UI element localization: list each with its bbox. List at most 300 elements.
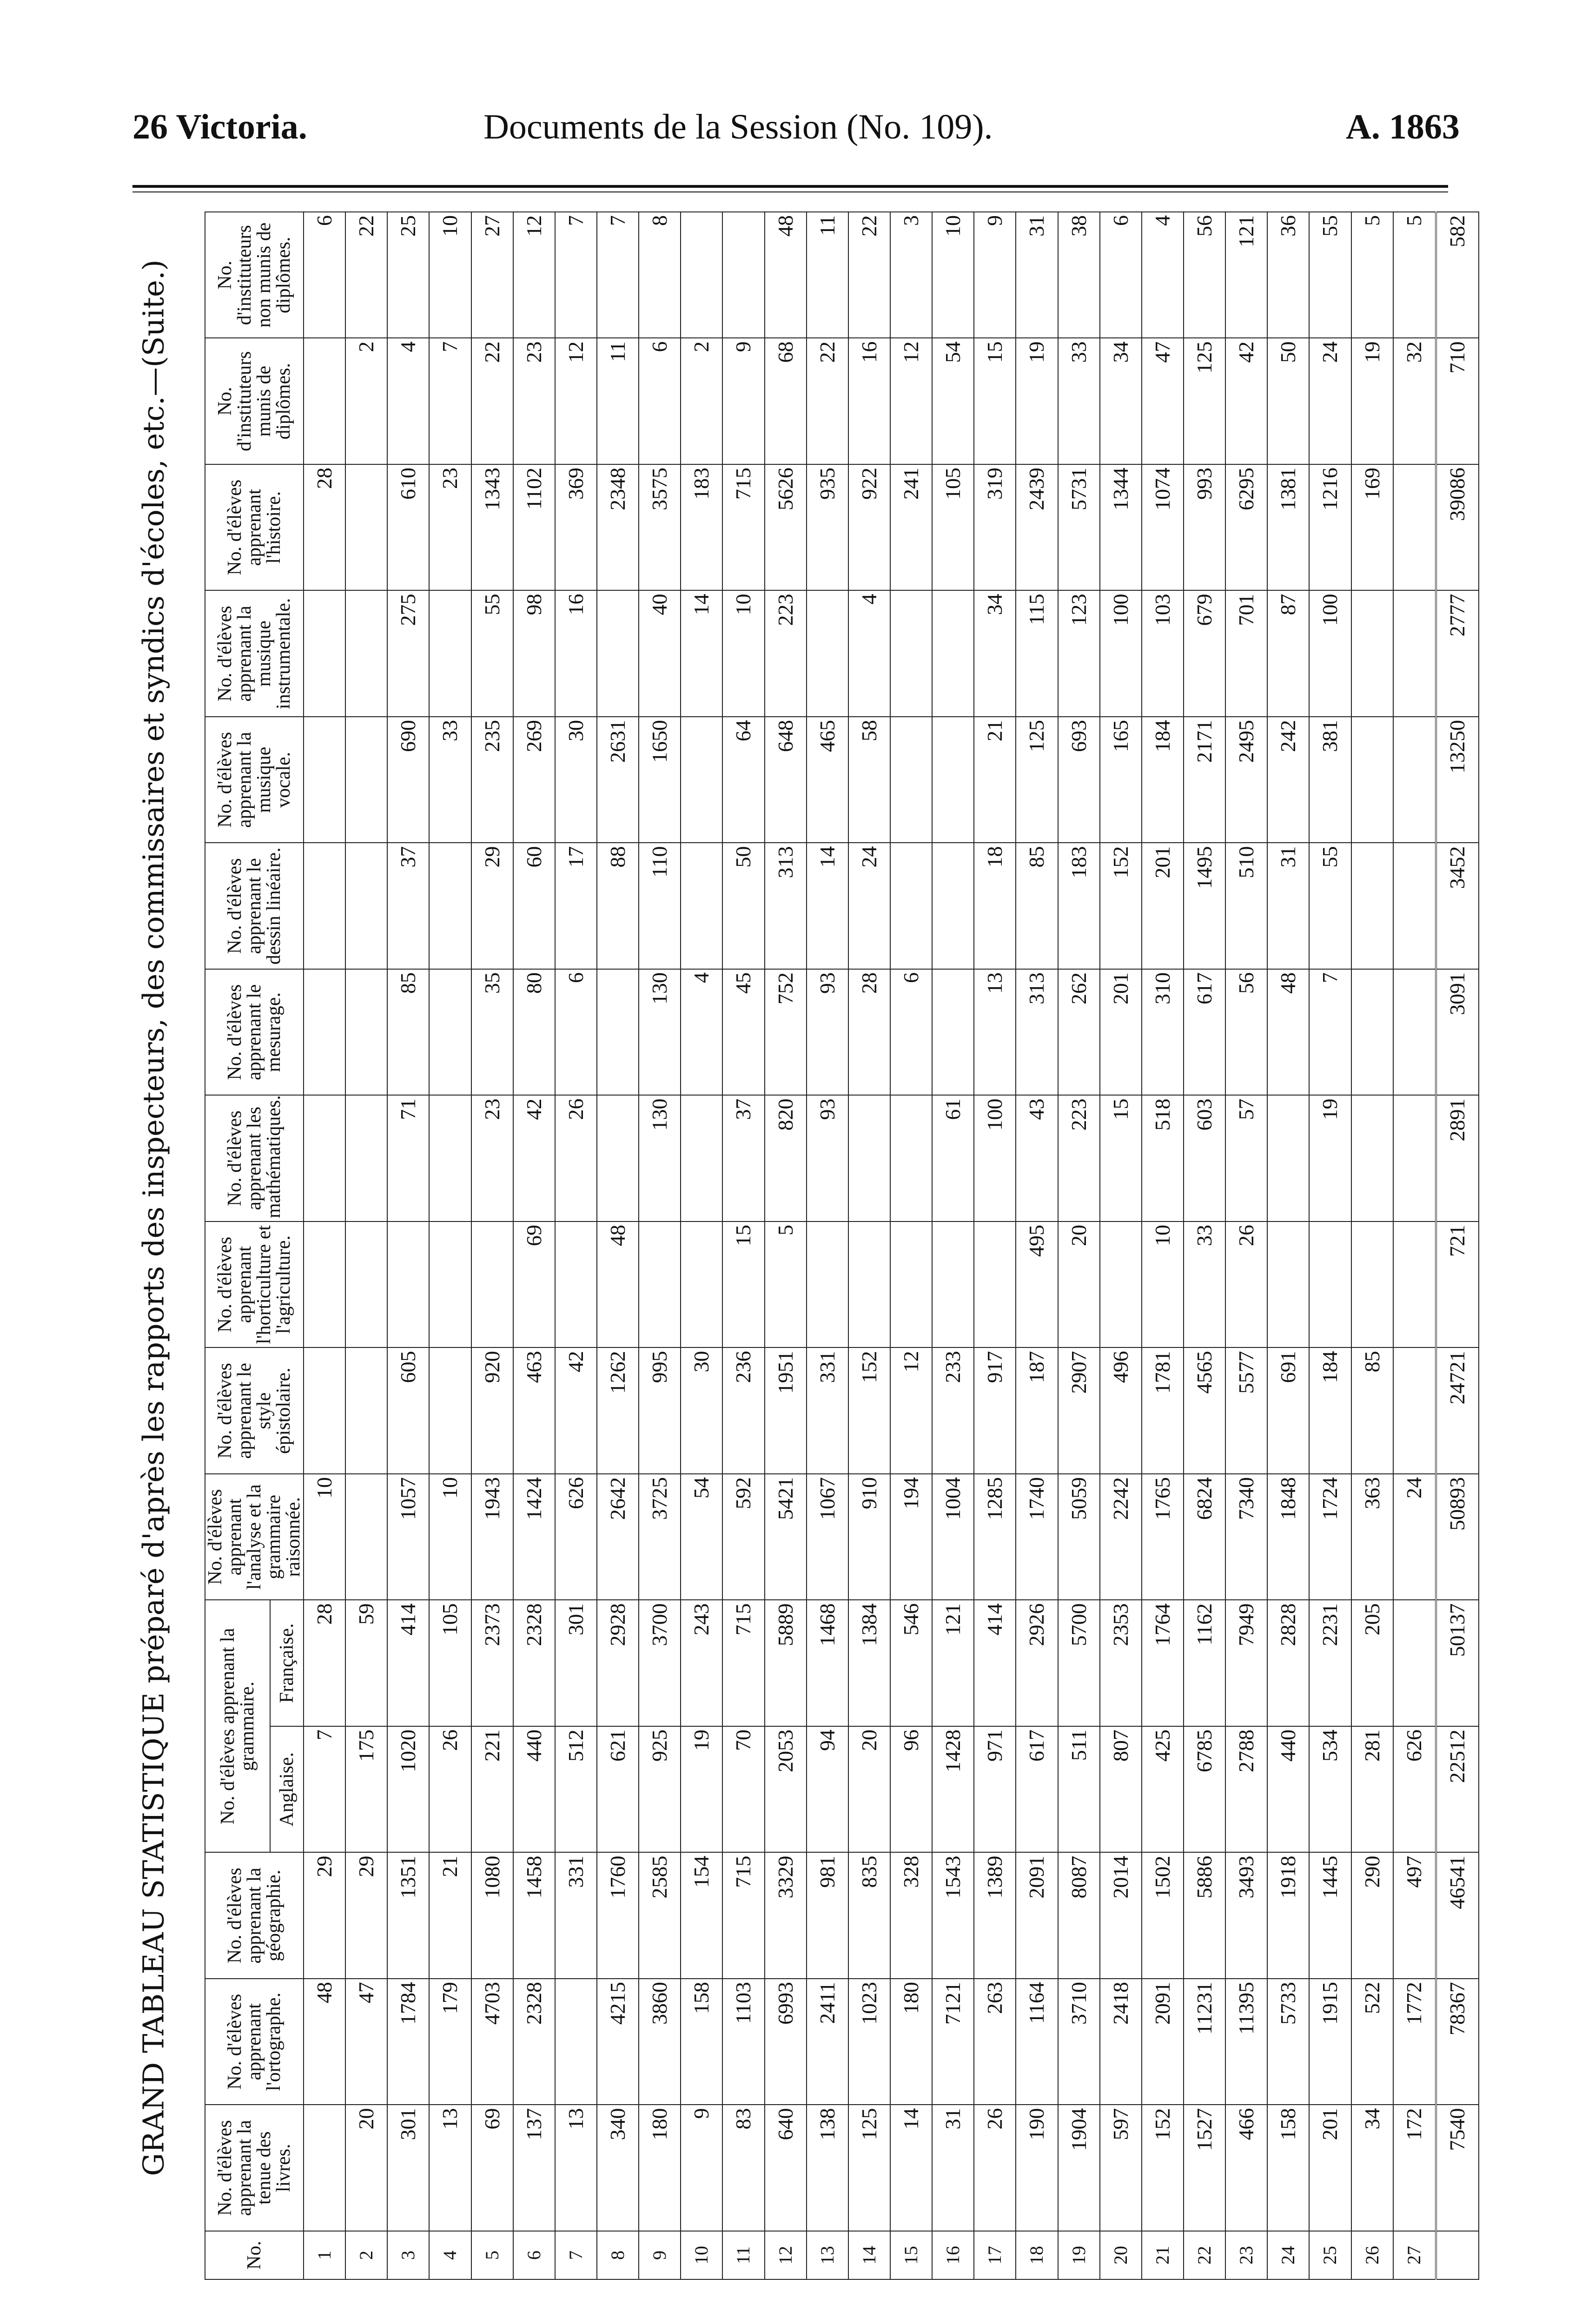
cell-agriculture: 33 [1184,1221,1225,1348]
cell-instrumentale: 34 [974,591,1016,717]
total-non-munis: 582 [1436,212,1479,338]
cell-epistolaire: 184 [1309,1348,1351,1474]
cell-livres: 9 [681,2105,722,2232]
cell-dessin [1351,843,1393,970]
cell-no: 11 [722,2231,764,2279]
cell-mesurage: 7 [1309,969,1351,1096]
cell-mathematiques [1351,1096,1393,1222]
cell-epistolaire: 152 [848,1348,890,1474]
cell-orthographe: 2328 [513,1979,555,2105]
cell-epistolaire: 995 [639,1348,681,1474]
cell-geographie: 835 [848,1853,890,1979]
cell-non-munis: 6 [1100,212,1142,338]
cell-geographie: 3329 [765,1853,807,1979]
cell-non-munis: 38 [1058,212,1100,338]
total-geographie: 46541 [1436,1853,1479,1979]
cell-histoire: 1216 [1309,464,1351,591]
cell-anglaise: 20 [848,1726,890,1853]
cell-agriculture [429,1221,471,1348]
cell-vocale [681,717,722,843]
cell-no: 15 [890,2231,932,2279]
cell-geographie: 1389 [974,1853,1016,1979]
cell-histoire: 169 [1351,464,1393,591]
cell-mathematiques [890,1096,932,1222]
cell-orthographe: 522 [1351,1979,1393,2105]
cell-anglaise: 2788 [1225,1726,1267,1853]
header-rule-thick [132,185,1448,188]
table-row [639,212,681,2279]
cell-mathematiques [304,1096,345,1222]
cell-analyse: 363 [1351,1474,1393,1600]
cell-no: 12 [765,2231,807,2279]
cell-vocale: 693 [1058,717,1100,843]
cell-dessin [681,843,722,970]
cell-vocale: 465 [807,717,848,843]
cell-epistolaire [1393,1348,1436,1474]
col-francaise: Française. [270,1600,304,1727]
cell-vocale [304,717,345,843]
cell-livres: 201 [1309,2105,1351,2232]
table-row [1058,212,1100,2279]
cell-no: 18 [1016,2231,1058,2279]
cell-no: 22 [1184,2231,1225,2279]
cell-instrumentale [1393,591,1436,717]
cell-francaise: 2928 [597,1600,639,1727]
cell-munis: 32 [1393,338,1436,465]
cell-instrumentale: 14 [681,591,722,717]
col-mesurage: No. d'élèves apprenant le mesurage. [205,969,304,1096]
cell-no: 24 [1267,2231,1309,2279]
cell-dessin: 1495 [1184,843,1225,970]
cell-non-munis: 27 [471,212,513,338]
cell-mesurage [1351,969,1393,1096]
cell-dessin: 110 [639,843,681,970]
col-non-munis: No. d'instituteurs non munis de diplômes. [205,212,304,338]
cell-vocale [1351,717,1393,843]
cell-anglaise: 281 [1351,1726,1393,1853]
table-row [1100,212,1142,2279]
cell-livres: 13 [555,2105,597,2232]
cell-epistolaire: 2907 [1058,1348,1100,1474]
cell-epistolaire: 30 [681,1348,722,1474]
cell-geographie: 981 [807,1853,848,1979]
cell-histoire [1393,464,1436,591]
cell-instrumentale: 679 [1184,591,1225,717]
cell-munis: 12 [890,338,932,465]
cell-analyse: 2642 [597,1474,639,1600]
table-row [974,212,1016,2279]
total-mesurage: 3091 [1436,969,1479,1096]
cell-munis: 2 [345,338,387,465]
cell-non-munis: 25 [387,212,429,338]
cell-no: 4 [429,2231,471,2279]
cell-mesurage: 6 [555,969,597,1096]
cell-agriculture: 5 [765,1221,807,1348]
cell-anglaise: 7 [304,1726,345,1853]
cell-analyse: 1740 [1016,1474,1058,1600]
cell-orthographe: 1103 [722,1979,764,2105]
cell-histoire: 922 [848,464,890,591]
cell-livres: 13 [429,2105,471,2232]
total-epistolaire: 24721 [1436,1348,1479,1474]
cell-livres: 466 [1225,2105,1267,2232]
cell-livres: 180 [639,2105,681,2232]
cell-mesurage: 6 [890,969,932,1096]
cell-dessin: 152 [1100,843,1142,970]
cell-histoire: 2348 [597,464,639,591]
cell-orthographe: 47 [345,1979,387,2105]
cell-mathematiques: 42 [513,1096,555,1222]
cell-histoire: 1074 [1142,464,1184,591]
cell-non-munis [681,212,722,338]
cell-instrumentale [1351,591,1393,717]
cell-no: 2 [345,2231,387,2279]
cell-epistolaire [304,1348,345,1474]
cell-non-munis: 31 [1016,212,1058,338]
cell-agriculture [345,1221,387,1348]
cell-instrumentale: 55 [471,591,513,717]
cell-orthographe: 179 [429,1979,471,2105]
total-no [1436,2231,1479,2279]
col-livres: No. d'élèves apprenant la tenue des livres. [205,2105,304,2232]
cell-orthographe: 6993 [765,1979,807,2105]
cell-epistolaire: 12 [890,1348,932,1474]
cell-mathematiques [345,1096,387,1222]
cell-munis: 19 [1351,338,1393,465]
cell-geographie: 2014 [1100,1853,1142,1979]
cell-analyse: 194 [890,1474,932,1600]
cell-francaise [1393,1600,1436,1727]
cell-no: 3 [387,2231,429,2279]
cell-munis: 34 [1100,338,1142,465]
cell-no: 21 [1142,2231,1184,2279]
table-row [1225,212,1267,2279]
cell-non-munis: 12 [513,212,555,338]
cell-geographie: 497 [1393,1853,1436,1979]
cell-anglaise: 807 [1100,1726,1142,1853]
cell-dessin: 183 [1058,843,1100,970]
cell-anglaise: 925 [639,1726,681,1853]
col-instrumentale: No. d'élèves apprenant la musique instrumentale. [205,591,304,717]
cell-anglaise: 534 [1309,1726,1351,1853]
cell-mathematiques: 71 [387,1096,429,1222]
cell-francaise: 59 [345,1600,387,1727]
cell-francaise: 7949 [1225,1600,1267,1727]
cell-dessin [932,843,974,970]
cell-mesurage: 201 [1100,969,1142,1096]
cell-anglaise: 2053 [765,1726,807,1853]
cell-histoire: 5626 [765,464,807,591]
cell-livres: 1527 [1184,2105,1225,2232]
cell-mathematiques [1267,1096,1309,1222]
total-anglaise: 22512 [1436,1726,1479,1853]
cell-no: 6 [513,2231,555,2279]
col-grammaire-group: No. d'élèves apprenant la grammaire. [205,1600,270,1853]
table-header-row [205,212,270,2279]
table-row [1184,212,1225,2279]
table-row [932,212,974,2279]
cell-orthographe: 5733 [1267,1979,1309,2105]
cell-mathematiques: 100 [974,1096,1016,1222]
cell-vocale: 2495 [1225,717,1267,843]
cell-analyse: 1424 [513,1474,555,1600]
cell-vocale: 58 [848,717,890,843]
cell-francaise: 414 [974,1600,1016,1727]
cell-orthographe: 1164 [1016,1979,1058,2105]
cell-mesurage: 85 [387,969,429,1096]
cell-analyse: 1057 [387,1474,429,1600]
cell-dessin: 88 [597,843,639,970]
cell-francaise: 205 [1351,1600,1393,1727]
cell-geographie: 715 [722,1853,764,1979]
table-row [1267,212,1309,2279]
table-row [429,212,471,2279]
total-instrumentale: 2777 [1436,591,1479,717]
cell-dessin: 29 [471,843,513,970]
cell-instrumentale: 40 [639,591,681,717]
cell-mathematiques [1393,1096,1436,1222]
cell-geographie: 1918 [1267,1853,1309,1979]
cell-non-munis: 4 [1142,212,1184,338]
cell-instrumentale: 103 [1142,591,1184,717]
cell-analyse: 54 [681,1474,722,1600]
table-row [304,212,345,2279]
table-row [513,212,555,2279]
col-epistolaire: No. d'élèves apprenant le style épistolaire. [205,1348,304,1474]
cell-francaise: 3700 [639,1600,681,1727]
col-mathematiques: No. d'élèves apprenant les mathématiques. [205,1096,304,1222]
cell-epistolaire: 42 [555,1348,597,1474]
cell-mesurage: 130 [639,969,681,1096]
cell-anglaise: 621 [597,1726,639,1853]
cell-munis: 33 [1058,338,1100,465]
cell-analyse: 5421 [765,1474,807,1600]
cell-vocale: 30 [555,717,597,843]
cell-munis: 24 [1309,338,1351,465]
cell-vocale [932,717,974,843]
cell-non-munis: 56 [1184,212,1225,338]
cell-histoire: 5731 [1058,464,1100,591]
cell-munis: 47 [1142,338,1184,465]
cell-orthographe: 180 [890,1979,932,2105]
cell-agriculture [387,1221,429,1348]
cell-dessin: 31 [1267,843,1309,970]
cell-epistolaire: 236 [722,1348,764,1474]
cell-no: 5 [471,2231,513,2279]
cell-mesurage: 752 [765,969,807,1096]
cell-geographie: 1760 [597,1853,639,1979]
table-row [681,212,722,2279]
cell-geographie: 21 [429,1853,471,1979]
cell-agriculture [974,1221,1016,1348]
cell-geographie: 154 [681,1853,722,1979]
cell-francaise: 2926 [1016,1600,1058,1727]
cell-no: 27 [1393,2231,1436,2279]
header-right: A. 1863 [1346,107,1460,146]
cell-epistolaire: 233 [932,1348,974,1474]
cell-mathematiques [848,1096,890,1222]
cell-analyse: 7340 [1225,1474,1267,1600]
cell-francaise: 2373 [471,1600,513,1727]
cell-non-munis: 5 [1393,212,1436,338]
cell-geographie: 2091 [1016,1853,1058,1979]
cell-orthographe: 1784 [387,1979,429,2105]
cell-mesurage [1393,969,1436,1096]
cell-munis: 7 [429,338,471,465]
total-mathematiques: 2891 [1436,1096,1479,1222]
cell-livres: 26 [974,2105,1016,2232]
cell-orthographe: 4215 [597,1979,639,2105]
cell-no: 16 [932,2231,974,2279]
total-dessin: 3452 [1436,843,1479,970]
cell-instrumentale [429,591,471,717]
cell-dessin: 14 [807,843,848,970]
cell-geographie: 328 [890,1853,932,1979]
cell-agriculture [932,1221,974,1348]
cell-epistolaire [345,1348,387,1474]
cell-analyse: 626 [555,1474,597,1600]
cell-munis: 23 [513,338,555,465]
cell-livres: 152 [1142,2105,1184,2232]
cell-instrumentale: 223 [765,591,807,717]
cell-no: 8 [597,2231,639,2279]
col-analyse: No. d'élèves apprenant l'analyse et la grammaire raisonnée. [205,1474,304,1600]
cell-instrumentale: 100 [1100,591,1142,717]
cell-epistolaire: 85 [1351,1348,1393,1474]
cell-histoire: 6295 [1225,464,1267,591]
cell-vocale: 21 [974,717,1016,843]
cell-no: 26 [1351,2231,1393,2279]
cell-epistolaire: 1781 [1142,1348,1184,1474]
cell-vocale: 33 [429,717,471,843]
cell-no: 20 [1100,2231,1142,2279]
cell-epistolaire: 187 [1016,1348,1058,1474]
cell-mesurage: 48 [1267,969,1309,1096]
cell-dessin: 60 [513,843,555,970]
cell-histoire: 183 [681,464,722,591]
cell-analyse: 1285 [974,1474,1016,1600]
cell-agriculture: 69 [513,1221,555,1348]
total-francaise: 50137 [1436,1600,1479,1727]
col-anglaise: Anglaise. [270,1726,304,1853]
cell-mesurage [345,969,387,1096]
cell-anglaise: 626 [1393,1726,1436,1853]
cell-francaise: 5889 [765,1600,807,1727]
cell-livres: 31 [932,2105,974,2232]
cell-agriculture [1267,1221,1309,1348]
cell-dessin [1393,843,1436,970]
cell-analyse: 10 [304,1474,345,1600]
cell-mesurage: 35 [471,969,513,1096]
cell-agriculture: 15 [722,1221,764,1348]
cell-vocale: 1650 [639,717,681,843]
cell-histoire: 241 [890,464,932,591]
cell-mesurage: 310 [1142,969,1184,1096]
cell-instrumentale: 10 [722,591,764,717]
cell-francaise: 715 [722,1600,764,1727]
cell-instrumentale: 100 [1309,591,1351,717]
cell-vocale [1393,717,1436,843]
cell-munis: 125 [1184,338,1225,465]
cell-geographie: 2585 [639,1853,681,1979]
cell-dessin [429,843,471,970]
cell-epistolaire: 496 [1100,1348,1142,1474]
cell-orthographe: 1915 [1309,1979,1351,2105]
cell-geographie: 290 [1351,1853,1393,1979]
cell-anglaise: 221 [471,1726,513,1853]
cell-munis: 19 [1016,338,1058,465]
total-analyse: 50893 [1436,1474,1479,1600]
cell-epistolaire: 1262 [597,1348,639,1474]
cell-non-munis: 5 [1351,212,1393,338]
cell-munis: 50 [1267,338,1309,465]
col-geographie: No. d'élèves apprenant la géographie. [205,1853,304,1979]
cell-dessin: 85 [1016,843,1058,970]
cell-vocale: 235 [471,717,513,843]
table-row [471,212,513,2279]
cell-dessin: 37 [387,843,429,970]
cell-francaise: 2828 [1267,1600,1309,1727]
cell-dessin [345,843,387,970]
cell-mathematiques: 37 [722,1096,764,1222]
cell-vocale [890,717,932,843]
cell-orthographe [555,1979,597,2105]
cell-munis: 9 [722,338,764,465]
cell-anglaise: 175 [345,1726,387,1853]
total-orthographe: 78367 [1436,1979,1479,2105]
cell-francaise: 5700 [1058,1600,1100,1727]
cell-analyse: 3725 [639,1474,681,1600]
cell-instrumentale: 4 [848,591,890,717]
cell-livres: 597 [1100,2105,1142,2232]
cell-francaise: 2231 [1309,1600,1351,1727]
cell-orthographe: 3860 [639,1979,681,2105]
cell-histoire: 1343 [471,464,513,591]
totals-row [1436,212,1479,2279]
cell-non-munis: 22 [848,212,890,338]
cell-agriculture: 495 [1016,1221,1058,1348]
cell-agriculture [639,1221,681,1348]
cell-livres: 125 [848,2105,890,2232]
cell-agriculture: 26 [1225,1221,1267,1348]
cell-analyse [345,1474,387,1600]
cell-geographie: 1351 [387,1853,429,1979]
cell-munis: 22 [471,338,513,465]
col-vocale: No. d'élèves apprenant la musique vocale. [205,717,304,843]
cell-livres: 158 [1267,2105,1309,2232]
cell-geographie: 331 [555,1853,597,1979]
cell-orthographe: 158 [681,1979,722,2105]
cell-histoire: 319 [974,464,1016,591]
cell-no: 1 [304,2231,345,2279]
cell-no: 19 [1058,2231,1100,2279]
col-dessin: No. d'élèves apprenant le dessin linéaire. [205,843,304,970]
cell-francaise: 1384 [848,1600,890,1727]
cell-dessin [304,843,345,970]
statistics-table-wrapper [205,211,1469,2280]
cell-epistolaire: 5577 [1225,1348,1267,1474]
cell-histoire: 715 [722,464,764,591]
cell-anglaise: 425 [1142,1726,1184,1853]
cell-analyse: 5059 [1058,1474,1100,1600]
cell-mathematiques: 57 [1225,1096,1267,1222]
cell-orthographe: 11395 [1225,1979,1267,2105]
table-row [1351,212,1393,2279]
cell-geographie: 1502 [1142,1853,1184,1979]
cell-instrumentale: 115 [1016,591,1058,717]
cell-analyse: 1724 [1309,1474,1351,1600]
cell-livres: 640 [765,2105,807,2232]
